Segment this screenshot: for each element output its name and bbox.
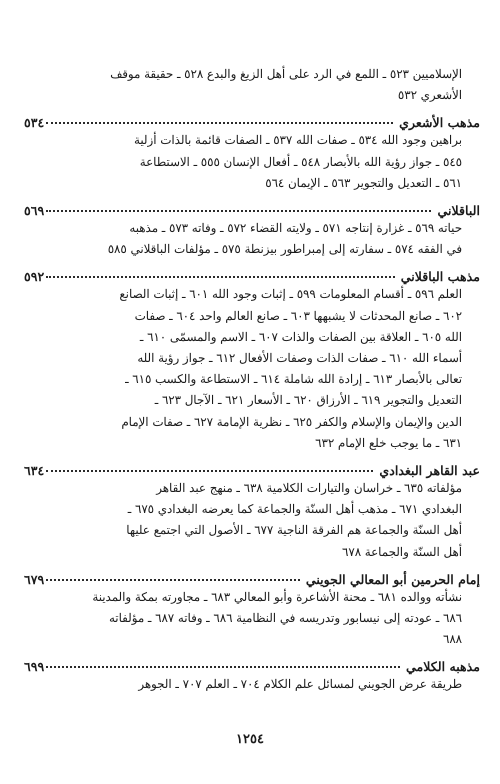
section-line: ٥٦١ ـ التعديل والتجوير ٥٦٣ ـ الإيمان ٥٦٤ — [265, 175, 462, 190]
section-line: مؤلفاته ٦٣٥ ـ خراسان والتيارات الكلامية ٦٣٨ ـ منهج عبد القاهر — [156, 481, 462, 496]
table-of-contents — [24, 64, 480, 696]
toc-section-juwayni — [24, 565, 480, 651]
leader-dots — [46, 579, 300, 581]
section-title: عبد القاهر البغدادي — [379, 463, 480, 479]
leader-dots — [46, 666, 400, 668]
section-line: أهل السنّة والجماعة ٦٧٨ — [342, 544, 462, 559]
section-line: أهل السنّة والجماعة هم الفرقة الناجية ٦٧٧ ـ الأصول التي اجتمع عليها — [126, 523, 462, 538]
section-line: ٦٣١ ـ ما يوجب خلع الإمام ٦٣٢ — [315, 435, 462, 450]
section-line: حياته ٥٦٩ ـ غزارة إنتاجه ٥٧١ ـ ولايته القضاء ٥٧٢ ـ وفاته ٥٧٣ ـ مذهبه — [129, 221, 462, 236]
section-page-number: ٦٩٩ — [24, 659, 45, 675]
section-line: التعديل والتجوير ٦١٩ ـ الأرزاق ٦٢٠ ـ الأسعار ٦٢١ ـ الآجال ٦٢٣ ـ — [154, 393, 462, 408]
section-body — [24, 218, 480, 260]
section-line: ٦٨٦ ـ عودته إلى نيسابور وتدريسه في النظامية ٦٨٦ ـ وفاته ٦٨٧ ـ مؤلفاته — [108, 611, 462, 626]
leader-dots — [46, 276, 394, 278]
folio-page-number: ١٢٥٤ — [236, 732, 264, 747]
leader-dots — [46, 210, 431, 212]
section-heading — [24, 108, 480, 130]
intro-line: الأشعري ٥٣٢ — [397, 88, 462, 103]
toc-section-baghdadi — [24, 456, 480, 563]
section-line: الدين والإيمان والإسلام والكفر ٦٢٥ ـ نظرية الإمامة ٦٢٧ ـ صفات الإمام — [121, 414, 462, 429]
toc-section-baqillani — [24, 196, 480, 260]
section-title: إمام الحرمين أبو المعالي الجويني — [305, 571, 480, 587]
toc-section-baqillani-doctrine — [24, 262, 480, 454]
section-heading — [24, 652, 480, 674]
section-body — [24, 284, 480, 454]
section-body — [24, 587, 480, 651]
section-line: ٦٨٨ — [442, 632, 462, 647]
section-title: مذهب الباقلاني — [400, 269, 480, 285]
section-title: مذهبه الكلامي — [406, 659, 480, 675]
section-page-number: ٦٣٤ — [24, 463, 45, 479]
section-line: طريقة عرض الجويني لمسائل علم الكلام ٧٠٤ ـ العلم ٧٠٧ ـ الجوهر — [138, 677, 462, 692]
section-heading — [24, 456, 480, 478]
section-line: في الفقه ٥٧٤ ـ سفارته إلى إمبراطور بيزنطة ٥٧٥ ـ مؤلفات الباقلاني ٥٨٥ — [107, 242, 462, 257]
section-line: البغدادي ٦٧١ ـ مذهب أهل السنّة والجماعة كما يعرضه البغدادي ٦٧٥ ـ — [127, 502, 462, 517]
section-line: العلم ٥٩٦ ـ أقسام المعلومات ٥٩٩ ـ إثبات وجود الله ٦٠١ ـ إثبات الصانع — [119, 287, 462, 302]
section-heading — [24, 262, 480, 284]
leader-dots — [46, 122, 393, 124]
section-line: نشأته ووالده ٦٨١ ـ محنة الأشاعرة وأبو المعالي ٦٨٣ ـ مجاورته بمكة والمدينة — [92, 589, 462, 604]
section-body — [24, 674, 480, 695]
toc-section-ashari-doctrine — [24, 108, 480, 194]
section-page-number: ٥٦٩ — [24, 203, 45, 219]
section-page-number: ٦٧٩ — [24, 571, 45, 587]
section-line: تعالى بالأبصار ٦١٣ ـ إرادة الله شاملة ٦١٤ ـ الاستطاعة والكسب ٦١٥ ـ — [125, 372, 462, 387]
intro-block — [24, 64, 480, 106]
section-line: ٥٤٥ ـ جواز رؤية الله بالأبصار ٥٤٨ ـ أفعال الإنسان ٥٥٥ ـ الاستطاعة — [139, 154, 462, 169]
section-title: مذهب الأشعري — [399, 115, 480, 131]
section-page-number: ٥٩٢ — [24, 269, 45, 285]
section-title: الباقلاني — [437, 203, 480, 219]
intro-line: الإسلاميين ٥٢٣ ـ اللمع في الرد على أهل الزيغ والبدع ٥٢٨ ـ حقيقة موقف — [110, 67, 462, 81]
section-body — [24, 130, 480, 194]
section-line: ٦٠٢ ـ صانع المحدثات لا يشبهها ٦٠٣ ـ صانع العالم واحد ٦٠٤ ـ صفات — [134, 308, 462, 323]
section-heading — [24, 196, 480, 218]
section-line: الله ٦٠٥ ـ العلاقة بين الصفات والذات ٦٠٧ ـ الاسم والمسمّى ٦١٠ ـ — [139, 329, 462, 344]
leader-dots — [46, 470, 373, 472]
section-page-number: ٥٣٤ — [24, 115, 45, 131]
section-body — [24, 478, 480, 563]
section-line: براهين وجود الله ٥٣٤ ـ صفات الله ٥٣٧ ـ الصفات قائمة بالذات أزلية — [134, 133, 462, 148]
section-line: أسماء الله ٦١٠ ـ صفات الذات وصفات الأفعال ٦١٢ ـ جواز رؤية الله — [137, 351, 462, 366]
section-heading — [24, 565, 480, 587]
toc-section-juwayni-doctrine — [24, 652, 480, 695]
